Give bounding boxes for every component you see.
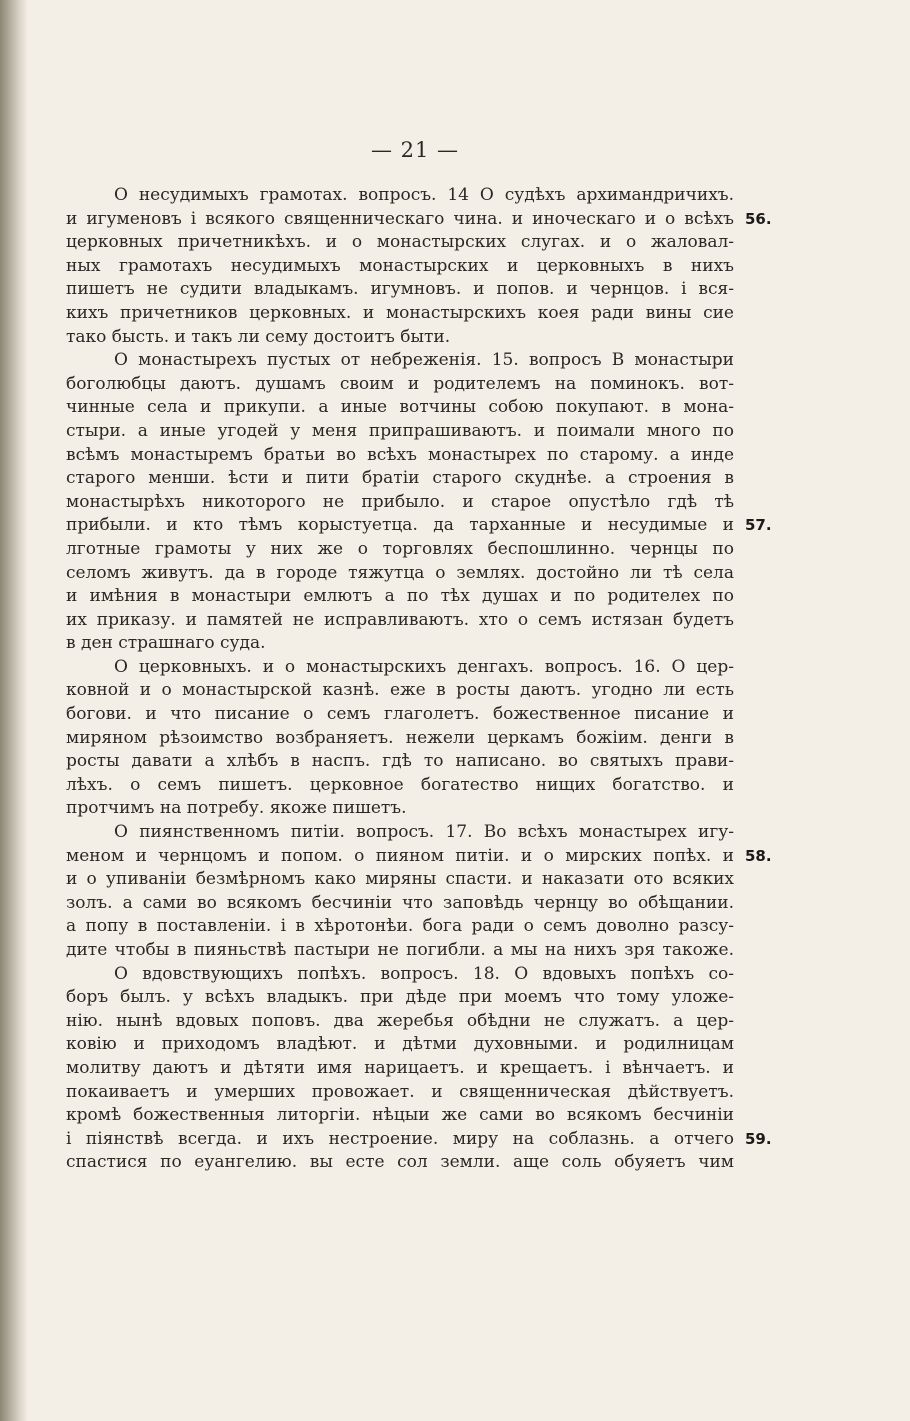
text-line: О церковныхъ. и о монастырскихъ денгахъ. вопросъ. 16. О цер-	[114, 656, 734, 677]
text-line: О пиянственномъ питіи. вопросъ. 17. Во всѣхъ монастырех игу-	[114, 822, 734, 843]
page-binding-edge	[0, 0, 28, 1421]
text-line: всѣмъ монастыремъ братьи во всѣхъ монастырех по старому. а инде	[66, 444, 734, 465]
text-line: кихъ причетников церковных. и монастырскихъ коея ради вины сие	[66, 302, 734, 323]
margin-number: 59.	[745, 1130, 772, 1148]
text-line: стыри. а иные угодей у меня припрашиваютъ. и поимали много по	[66, 420, 734, 441]
text-line: покаиваетъ и умерших провожает. и священническая дѣйствуетъ.	[66, 1081, 734, 1102]
text-line: монастырѣхъ никоторого не прибыло. и старое опустѣло гдѣ тѣ	[66, 491, 734, 512]
text-line: лѣхъ. о семъ пишетъ. церковное богатество нищих богатство. и	[66, 774, 734, 795]
text-line: в ден страшнаго суда.	[66, 633, 266, 654]
text-line: прибыли. и кто тѣмъ корыстуетца. да тарханные и несудимые и	[66, 515, 734, 536]
text-line: ковной и о монастырской казнѣ. еже в росты даютъ. угодно ли есть	[66, 680, 734, 701]
text-line: пишетъ не судити владыкамъ. игумновъ. и попов. и чернцов. і вся-	[66, 279, 734, 300]
text-line: и имѣния в монастыри емлютъ а по тѣх душах и по родителех по	[66, 586, 734, 607]
text-line: О монастырехъ пустых от небреженія. 15. вопросъ В монастыри	[114, 350, 734, 371]
text-line: лготные грамоты у них же о торговлях беспошлинно. чернцы по	[66, 538, 734, 559]
text-line: их приказу. и памятей не исправливаютъ. хто о семъ истязан будетъ	[66, 609, 734, 630]
text-line: селомъ живутъ. да в городе тяжутца о землях. достойно ли тѣ села	[66, 562, 734, 583]
text-line: спастися по еуангелию. вы есте сол земли. аще соль обуяетъ чим	[66, 1152, 734, 1173]
text-line: і піянствѣ всегда. и ихъ нестроение. миру на соблазнь. а отчего	[66, 1128, 734, 1149]
text-line: боголюбцы даютъ. душамъ своим и родителемъ на поминокъ. вот-	[66, 373, 734, 394]
text-line: росты давати а хлѣбъ в наспъ. гдѣ то написано. во святыхъ прави-	[66, 751, 734, 772]
text-line: старого менши. ѣсти и пити братіи старого скуднѣе. а строения в	[66, 468, 734, 489]
text-line: чинные села и прикупи. а иные вотчины собою покупают. в мона-	[66, 397, 734, 418]
text-line: кромѣ божественныя литоргіи. нѣцыи же сами во всякомъ бесчиніи	[66, 1105, 734, 1126]
text-line: О вдовствующихъ попѣхъ. вопросъ. 18. О вдовыхъ попѣхъ со-	[114, 963, 734, 984]
text-line: а попу в поставленіи. і в хѣротонѣи. бога ради о семъ доволно разсу-	[66, 916, 734, 937]
text-line: и о упиваніи безмѣрномъ како миряны спасти. и наказати ото всяких	[66, 869, 734, 890]
text-line: ковію и приходомъ владѣют. и дѣтми духовными. и родилницам	[66, 1034, 734, 1055]
text-line: молитву даютъ и дѣтяти имя нарицаетъ. и крещаетъ. і вѣнчаетъ. и	[66, 1057, 734, 1078]
text-line: церковных причетникѣхъ. и о монастырских слугах. и о жаловал-	[66, 232, 734, 253]
text-line: дите чтобы в пияньствѣ пастыри не погибли. а мы на нихъ зря такоже.	[66, 940, 734, 960]
text-line: миряном рѣзоимство возбраняетъ. нежели церкамъ божіим. денги в	[66, 727, 734, 748]
text-line: богови. и что писание о семъ глаголетъ. божественное писание и	[66, 704, 734, 725]
margin-number: 56.	[745, 209, 772, 228]
text-line: меном и чернцомъ и попом. о пияном питіи. и о мирских попѣх. и	[66, 845, 734, 866]
text-line: и игуменовъ і всякого священническаго чина. и иноческаго и о всѣхъ	[66, 208, 734, 229]
page-number: — 21 —	[370, 138, 460, 162]
text-line: ных грамотахъ несудимыхъ монастырских и церковныхъ в нихъ	[66, 255, 734, 276]
text-line: боръ былъ. у всѣхъ владыкъ. при дѣде при моемъ что тому уложе-	[66, 987, 734, 1008]
margin-number: 57.	[745, 516, 772, 535]
text-line: золъ. а сами во всякомъ бесчиніи что заповѣдь чернцу во обѣщании.	[66, 892, 734, 913]
text-line: протчимъ на потребу. якоже пишетъ.	[66, 798, 407, 819]
text-body	[66, 184, 734, 1175]
text-line: нію. нынѣ вдовых поповъ. два жеребья обѣдни не служатъ. а цер-	[66, 1010, 734, 1031]
text-line: О несудимыхъ грамотах. вопросъ. 14 О судѣхъ архимандричихъ.	[114, 185, 734, 205]
text-line: тако бысть. и такъ ли сему достоитъ быти.	[66, 326, 451, 347]
margin-number: 58.	[745, 846, 772, 865]
